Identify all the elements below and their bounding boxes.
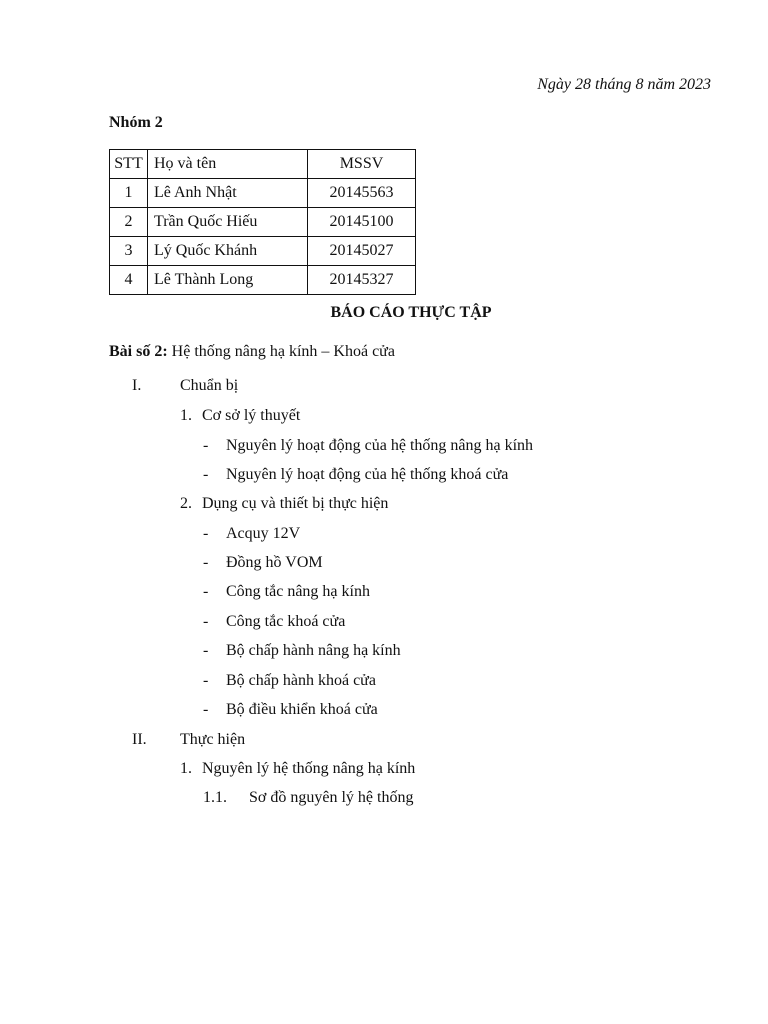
section-marker: II. (132, 731, 147, 748)
bullet-dash: - (203, 525, 209, 542)
cell-name: Trần Quốc Hiếu (148, 208, 308, 237)
lesson-label: Bài số 2: (109, 343, 168, 360)
list-item: Bộ chấp hành nâng hạ kính (226, 642, 401, 659)
subsection-marker: 1. (180, 760, 192, 777)
subitem-marker: 1.1. (203, 789, 227, 806)
bullet-dash: - (203, 642, 209, 659)
group-label: Nhóm 2 (109, 114, 163, 131)
list-item: Đồng hồ VOM (226, 554, 323, 571)
table-header-row (110, 150, 416, 179)
report-date: Ngày 28 tháng 8 năm 2023 (537, 76, 711, 93)
subsection-marker: 2. (180, 495, 192, 512)
cell-mssv: 20145027 (308, 237, 416, 266)
cell-stt: 2 (110, 208, 148, 237)
header-stt: STT (110, 150, 148, 179)
lesson-title: Hệ thống nâng hạ kính – Khoá cửa (171, 343, 395, 360)
cell-stt: 3 (110, 237, 148, 266)
table-row (110, 208, 416, 237)
section-title: Chuẩn bị (180, 377, 239, 394)
subsection-title: Cơ sở lý thuyết (202, 407, 301, 424)
list-item: Bộ chấp hành khoá cửa (226, 672, 376, 689)
table-row (110, 237, 416, 266)
list-item: Nguyên lý hoạt động của hệ thống nâng hạ kính (226, 437, 534, 454)
subsection-title: Nguyên lý hệ thống nâng hạ kính (202, 760, 416, 777)
list-item: Bộ điều khiển khoá cửa (226, 701, 378, 718)
cell-name: Lê Anh Nhật (148, 179, 308, 208)
list-item: Acquy 12V (226, 525, 301, 542)
cell-mssv: 20145563 (308, 179, 416, 208)
cell-name: Lê Thành Long (148, 266, 308, 295)
cell-mssv: 20145100 (308, 208, 416, 237)
cell-name: Lý Quốc Khánh (148, 237, 308, 266)
cell-stt: 1 (110, 179, 148, 208)
list-item: Công tắc nâng hạ kính (226, 583, 370, 600)
list-item: Nguyên lý hoạt động của hệ thống khoá cửa (226, 466, 509, 483)
members-table (109, 149, 416, 295)
subsection-marker: 1. (180, 407, 192, 424)
cell-mssv: 20145327 (308, 266, 416, 295)
bullet-dash: - (203, 466, 209, 483)
bullet-dash: - (203, 437, 209, 454)
lesson-heading (109, 342, 395, 362)
table-row (110, 179, 416, 208)
subitem-title: Sơ đồ nguyên lý hệ thống (249, 789, 414, 806)
report-title: BÁO CÁO THỰC TẬP (330, 304, 492, 321)
bullet-dash: - (203, 672, 209, 689)
bullet-dash: - (203, 701, 209, 718)
header-mssv: MSSV (308, 150, 416, 179)
bullet-dash: - (203, 583, 209, 600)
list-item: Công tắc khoá cửa (226, 613, 346, 630)
table-row (110, 266, 416, 295)
section-marker: I. (132, 377, 142, 394)
cell-stt: 4 (110, 266, 148, 295)
bullet-dash: - (203, 613, 209, 630)
section-title: Thực hiện (180, 731, 246, 748)
header-name: Họ và tên (148, 150, 308, 179)
subsection-title: Dụng cụ và thiết bị thực hiện (202, 495, 389, 512)
bullet-dash: - (203, 554, 209, 571)
